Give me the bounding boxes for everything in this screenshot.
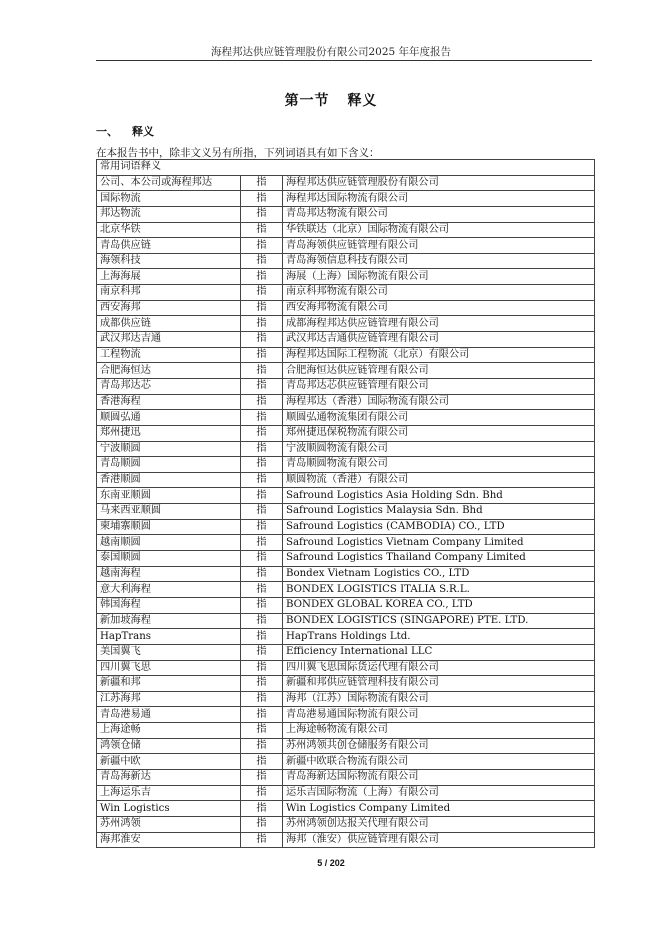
definition-cell: 海程邦达（香港）国际物流有限公司 (283, 394, 595, 410)
definition-cell: Safround Logistics (CAMBODIA) CO., LTD (283, 519, 595, 535)
table-row (97, 660, 595, 676)
link-cell: 指 (241, 394, 283, 410)
table-row (97, 597, 595, 613)
subsection-heading (96, 123, 154, 139)
link-cell: 指 (241, 676, 283, 692)
link-cell: 指 (241, 691, 283, 707)
link-cell: 指 (241, 238, 283, 254)
term-cell: 武汉邦达吉通 (97, 332, 241, 348)
table-row (97, 754, 595, 770)
term-cell: 青岛邦达芯 (97, 378, 241, 394)
table-row (97, 613, 595, 629)
link-cell: 指 (241, 707, 283, 723)
term-cell: 美国翼飞 (97, 644, 241, 660)
definition-cell: 青岛海新达国际物流有限公司 (283, 769, 595, 785)
intro-text: 在本报告书中，除非文义另有所指，下列词语具有如下含义： (96, 147, 380, 159)
table-row (97, 332, 595, 348)
term-cell: 香港海程 (97, 394, 241, 410)
term-cell: 柬埔寨顺圆 (97, 519, 241, 535)
definition-cell: 青岛邦达芯供应链管理有限公司 (283, 378, 595, 394)
definition-cell: 上海途畅物流有限公司 (283, 723, 595, 739)
page-header: 海程邦达供应链管理股份有限公司2025 年年度报告 (210, 46, 452, 58)
definition-cell: 青岛海领信息科技有限公司 (283, 253, 595, 269)
definition-cell: 宁波顺圆物流有限公司 (283, 441, 595, 457)
section-title-label: 释义 (347, 93, 378, 109)
term-cell: 青岛海新达 (97, 769, 241, 785)
term-cell: 越南海程 (97, 566, 241, 582)
link-cell: 指 (241, 425, 283, 441)
term-cell: 韩国海程 (97, 597, 241, 613)
definition-cell: 海程邦达国际物流有限公司 (283, 191, 595, 207)
link-cell: 指 (241, 535, 283, 551)
link-cell: 指 (241, 551, 283, 567)
link-cell: 指 (241, 285, 283, 301)
term-cell: 越南顺圆 (97, 535, 241, 551)
table-row (97, 347, 595, 363)
table-row (97, 175, 595, 191)
term-cell: 海领科技 (97, 253, 241, 269)
table-row (97, 285, 595, 301)
definition-cell: HapTrans Holdings Ltd. (283, 629, 595, 645)
definition-cell: 成都海程邦达供应链管理有限公司 (283, 316, 595, 332)
header-divider (96, 60, 592, 61)
table-row (97, 316, 595, 332)
term-cell: 北京华铁 (97, 222, 241, 238)
link-cell: 指 (241, 597, 283, 613)
term-cell: 青岛供应链 (97, 238, 241, 254)
table-row (97, 691, 595, 707)
link-cell: 指 (241, 801, 283, 817)
term-cell: Win Logistics (97, 801, 241, 817)
table-row (97, 394, 595, 410)
link-cell: 指 (241, 660, 283, 676)
term-cell: 合肥海恒达 (97, 363, 241, 379)
term-cell: 顺圆弘通 (97, 410, 241, 426)
definition-cell: 苏州鸿领共创仓储服务有限公司 (283, 738, 595, 754)
link-cell: 指 (241, 206, 283, 222)
definition-cell: 青岛顺圆物流有限公司 (283, 457, 595, 473)
term-cell: 新加坡海程 (97, 613, 241, 629)
table-row (97, 363, 595, 379)
link-cell: 指 (241, 644, 283, 660)
link-cell: 指 (241, 332, 283, 348)
table-row (97, 253, 595, 269)
table-row (97, 738, 595, 754)
term-cell: 四川翼飞思 (97, 660, 241, 676)
definition-cell: BONDEX LOGISTICS (SINGAPORE) PTE. LTD. (283, 613, 595, 629)
definition-cell: 青岛港易通国际物流有限公司 (283, 707, 595, 723)
table-row (97, 519, 595, 535)
term-cell: 青岛顺圆 (97, 457, 241, 473)
term-cell: 苏州鸿领 (97, 816, 241, 832)
table-row (97, 769, 595, 785)
definition-cell: 海程邦达国际工程物流（北京）有限公司 (283, 347, 595, 363)
table-row (97, 238, 595, 254)
definition-cell: 合肥海恒达供应链管理有限公司 (283, 363, 595, 379)
table-row (97, 551, 595, 567)
table-row (97, 582, 595, 598)
table-row (97, 566, 595, 582)
table-row (97, 410, 595, 426)
table-row (97, 535, 595, 551)
term-cell: 新疆中欧 (97, 754, 241, 770)
definition-cell: Safround Logistics Thailand Company Limited (283, 551, 595, 567)
definition-cell: 海程邦达供应链管理股份有限公司 (283, 175, 595, 191)
term-cell: 青岛港易通 (97, 707, 241, 723)
page-number: 5 / 202 (317, 858, 345, 868)
link-cell: 指 (241, 300, 283, 316)
table-row (97, 457, 595, 473)
definition-cell: 华铁联达（北京）国际物流有限公司 (283, 222, 595, 238)
link-cell: 指 (241, 457, 283, 473)
link-cell: 指 (241, 363, 283, 379)
link-cell: 指 (241, 723, 283, 739)
link-cell: 指 (241, 519, 283, 535)
term-cell: 邦达物流 (97, 206, 241, 222)
link-cell: 指 (241, 175, 283, 191)
term-cell: 鸿领仓储 (97, 738, 241, 754)
definition-cell: 顺圆弘通物流集团有限公司 (283, 410, 595, 426)
term-cell: 上海途畅 (97, 723, 241, 739)
table-row (97, 644, 595, 660)
term-cell: 马来西亚顺圆 (97, 504, 241, 520)
link-cell: 指 (241, 629, 283, 645)
term-cell: 郑州捷迅 (97, 425, 241, 441)
table-row (97, 269, 595, 285)
table-row (97, 425, 595, 441)
table-row (97, 676, 595, 692)
link-cell: 指 (241, 269, 283, 285)
definition-cell: 郑州捷迅保税物流有限公司 (283, 425, 595, 441)
link-cell: 指 (241, 191, 283, 207)
link-cell: 指 (241, 472, 283, 488)
definition-cell: Safround Logistics Asia Holding Sdn. Bhd (283, 488, 595, 504)
term-cell: 江苏海邦 (97, 691, 241, 707)
definition-cell: 新疆和邦供应链管理科技有限公司 (283, 676, 595, 692)
link-cell: 指 (241, 754, 283, 770)
link-cell: 指 (241, 738, 283, 754)
definition-cell: Safround Logistics Vietnam Company Limited (283, 535, 595, 551)
link-cell: 指 (241, 566, 283, 582)
link-cell: 指 (241, 832, 283, 848)
definition-cell: Safround Logistics Malaysia Sdn. Bhd (283, 504, 595, 520)
term-cell: 意大利海程 (97, 582, 241, 598)
table-row (97, 832, 595, 848)
term-cell: 香港顺圆 (97, 472, 241, 488)
term-cell: 泰国顺圆 (97, 551, 241, 567)
link-cell: 指 (241, 582, 283, 598)
table-row (97, 441, 595, 457)
subsection-label: 释义 (132, 125, 154, 138)
definition-cell: Efficiency International LLC (283, 644, 595, 660)
table-row (97, 801, 595, 817)
term-cell: 上海海展 (97, 269, 241, 285)
definition-cell: BONDEX GLOBAL KOREA CO., LTD (283, 597, 595, 613)
term-cell: 工程物流 (97, 347, 241, 363)
definition-cell: 四川翼飞思国际货运代理有限公司 (283, 660, 595, 676)
table-row (97, 222, 595, 238)
table-row (97, 300, 595, 316)
table-row (97, 206, 595, 222)
link-cell: 指 (241, 785, 283, 801)
definition-cell: 海邦（淮安）供应链管理有限公司 (283, 832, 595, 848)
definition-cell: 青岛海领供应链管理有限公司 (283, 238, 595, 254)
definition-cell: 新疆中欧联合物流有限公司 (283, 754, 595, 770)
table-row (97, 816, 595, 832)
table-row (97, 629, 595, 645)
definition-cell: Win Logistics Company Limited (283, 801, 595, 817)
link-cell: 指 (241, 816, 283, 832)
table-row (97, 378, 595, 394)
definition-cell: BONDEX LOGISTICS ITALIA S.R.L. (283, 582, 595, 598)
link-cell: 指 (241, 613, 283, 629)
definition-cell: 青岛邦达物流有限公司 (283, 206, 595, 222)
section-title (0, 90, 662, 110)
term-cell: 新疆和邦 (97, 676, 241, 692)
definition-cell: 顺圆物流（香港）有限公司 (283, 472, 595, 488)
definition-cell: 苏州鸿领创达报关代理有限公司 (283, 816, 595, 832)
link-cell: 指 (241, 316, 283, 332)
table-row (97, 707, 595, 723)
term-cell: 宁波顺圆 (97, 441, 241, 457)
link-cell: 指 (241, 504, 283, 520)
definition-cell: Bondex Vietnam Logistics CO., LTD (283, 566, 595, 582)
link-cell: 指 (241, 378, 283, 394)
table-row (97, 785, 595, 801)
definition-cell: 海展（上海）国际物流有限公司 (283, 269, 595, 285)
definition-cell: 海邦（江苏）国际物流有限公司 (283, 691, 595, 707)
definition-cell: 南京科邦物流有限公司 (283, 285, 595, 301)
table-row (97, 472, 595, 488)
table-row (97, 191, 595, 207)
link-cell: 指 (241, 441, 283, 457)
link-cell: 指 (241, 769, 283, 785)
term-cell: 国际物流 (97, 191, 241, 207)
definitions-table (96, 159, 595, 848)
term-cell: 成都供应链 (97, 316, 241, 332)
link-cell: 指 (241, 222, 283, 238)
term-cell: 东南亚顺圆 (97, 488, 241, 504)
table-row (97, 504, 595, 520)
term-cell: 上海运乐吉 (97, 785, 241, 801)
link-cell: 指 (241, 410, 283, 426)
term-cell: 海邦淮安 (97, 832, 241, 848)
subsection-number: 一、 (96, 125, 118, 138)
definition-cell: 武汉邦达吉通供应链管理有限公司 (283, 332, 595, 348)
definition-cell: 运乐吉国际物流（上海）有限公司 (283, 785, 595, 801)
table-row (97, 488, 595, 504)
table-row (97, 723, 595, 739)
link-cell: 指 (241, 347, 283, 363)
link-cell: 指 (241, 488, 283, 504)
term-cell: 西安海邦 (97, 300, 241, 316)
term-cell: 南京科邦 (97, 285, 241, 301)
section-title-number: 第一节 (284, 93, 330, 109)
table-header-cell: 常用词语释义 (97, 160, 595, 176)
term-cell: HapTrans (97, 629, 241, 645)
definition-cell: 西安海邦物流有限公司 (283, 300, 595, 316)
term-cell: 公司、本公司或海程邦达 (97, 175, 241, 191)
table-header-row (97, 160, 595, 176)
link-cell: 指 (241, 253, 283, 269)
